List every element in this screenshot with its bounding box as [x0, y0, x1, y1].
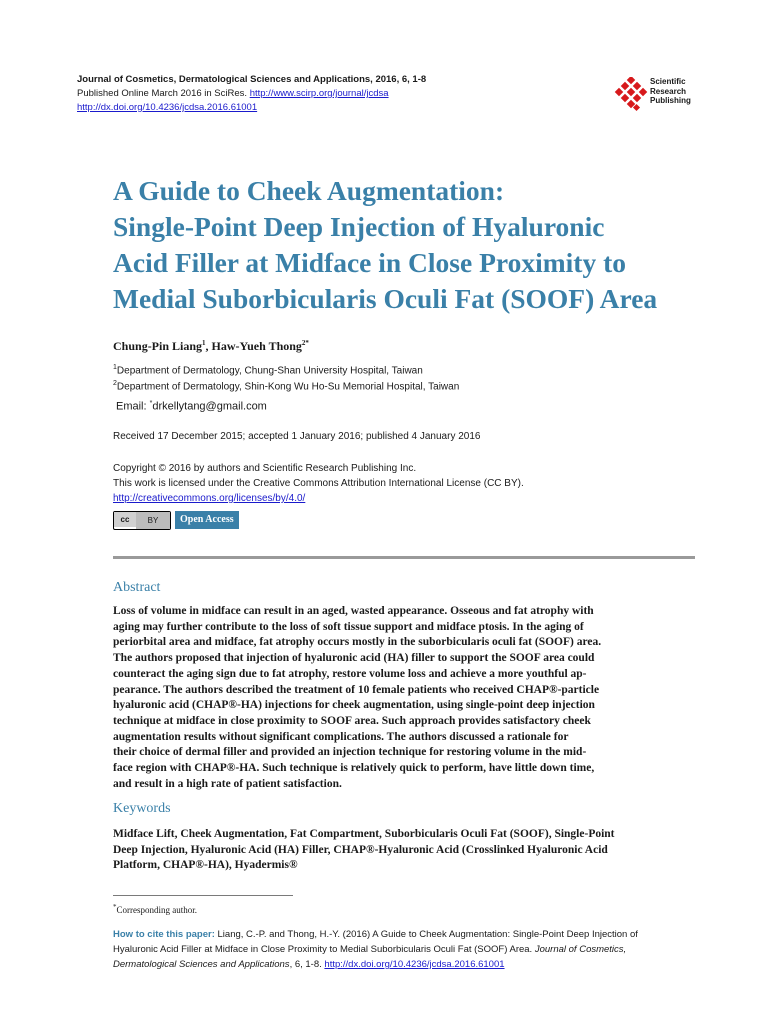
citation-journal-1: Journal of Cosmetics, [534, 944, 627, 955]
cc-by-badge[interactable] [113, 511, 171, 530]
footnote-sup: * [113, 903, 117, 911]
title-line: Acid Filler at Midface in Close Proximity to [113, 247, 626, 278]
abstract-line: aging may further contribute to the loss of soft tissue support and midface ptosis. In the aging of [113, 620, 584, 633]
affiliation-1-sup: 1 [113, 364, 117, 371]
abstract-line: periorbital area and midface, fat atrophy occurs mostly in the suborbicularis oculi fat (SOOF) area. [113, 636, 602, 649]
authors [113, 339, 309, 354]
email-sup: * [149, 400, 153, 407]
open-access-badge: Open Access [175, 511, 239, 529]
logo-text [650, 77, 691, 106]
doi-link[interactable]: http://dx.doi.org/10.4236/jcdsa.2016.61001 [77, 102, 258, 113]
citation-journal-2: Dermatological Sciences and Applications [113, 959, 290, 970]
abstract-line: and result in a high rate of patient satisfaction. [113, 777, 342, 790]
published-line [77, 87, 389, 101]
keywords-heading: Keywords [113, 801, 171, 816]
affiliation-2 [113, 377, 459, 394]
email-address: drkellytang@gmail.com [152, 400, 267, 413]
email-label: Email: [116, 400, 150, 413]
abstract-line: counteract the aging sign due to fat atrophy, restore volume loss and achieve a more youthful ap- [113, 667, 587, 680]
citation-line-3 [113, 957, 698, 972]
doi-line [77, 101, 257, 115]
citation-block [113, 927, 698, 972]
footnote [113, 903, 197, 915]
affiliation-1 [113, 361, 423, 378]
citation-doi-link[interactable]: http://dx.doi.org/10.4236/jcdsa.2016.61001 [324, 959, 505, 970]
citation-volume: , 6, 1-8. [289, 959, 325, 970]
footnote-text: Corresponding author. [116, 905, 197, 915]
abstract-line: hyaluronic acid (CHAP®-HA) injections for cheek augmentation, using single-point deep injection [113, 699, 595, 712]
citation-line-2 [113, 942, 698, 957]
keywords-body [113, 827, 696, 874]
abstract-body [113, 604, 696, 792]
abstract-line: technique at midface in close proximity to SOOF area. Such approach provides satisfactory cheek [113, 714, 591, 727]
citation-line-1-text: Liang, C.-P. and Thong, H.-Y. (2016) A Guide to Cheek Augmentation: Single-Point Deep Injection of [214, 929, 638, 940]
citation-line-1 [113, 927, 698, 942]
abstract-line: face region with CHAP®-HA. Such technique is relatively quick to perform, have little down time, [113, 762, 595, 775]
author-1-sup: 1 [202, 339, 206, 347]
keywords-line: Platform, CHAP®-HA), Hyadermis® [113, 859, 298, 872]
author-2-sup: 2* [301, 339, 309, 347]
by-icon: BY [136, 512, 170, 529]
affiliation-2-sup: 2 [113, 380, 117, 387]
author-1: Chung-Pin Liang [113, 339, 203, 353]
affiliation-2-text: Department of Dermatology, Shin-Kong Wu Ho-Su Memorial Hospital, Taiwan [116, 381, 460, 393]
journal-line: Journal of Cosmetics, Dermatological Sciences and Applications, 2016, 6, 1-8 [77, 74, 427, 85]
abstract-heading: Abstract [113, 580, 161, 595]
keywords-line: Deep Injection, Hyaluronic Acid (HA) Filler, CHAP®-Hyaluronic Acid (Crosslinked Hyaluronic Acid [113, 843, 608, 856]
author-2: Haw-Yueh Thong [211, 339, 302, 353]
scirp-logo [614, 77, 749, 113]
logo-line3: Publishing [650, 96, 691, 105]
logo-line1: Scientific [650, 77, 686, 86]
author-separator: , [205, 339, 212, 353]
affiliation-1-text: Department of Dermatology, Chung-Shan University Hospital, Taiwan [116, 365, 423, 377]
logo-line2: Research [650, 86, 687, 96]
paper-title [113, 173, 713, 317]
journal-url-link[interactable]: http://www.scirp.org/journal/jcdsa [249, 88, 389, 99]
cc-icon: cc [114, 512, 136, 527]
title-line: A Guide to Cheek Augmentation: [113, 175, 505, 206]
license-line [113, 492, 305, 507]
section-divider [113, 556, 695, 559]
abstract-line: pearance. The authors described the treatment of 10 female patients who received CHAP®-particle [113, 683, 600, 696]
abstract-line: The authors proposed that injection of hyaluronic acid (HA) filler to support the SOOF area could [113, 652, 595, 665]
email-line [116, 397, 267, 414]
journal-header [77, 73, 426, 87]
abstract-line: their choice of dermal filler and provided an injection technique for restoring volume in the mid- [113, 746, 587, 759]
abstract-line: Loss of volume in midface can result in an aged, wasted appearance. Osseous and fat atrophy with [113, 605, 594, 617]
footnote-divider [113, 895, 293, 896]
copyright-line-1: Copyright © 2016 by authors and Scientific Research Publishing Inc. [113, 463, 417, 474]
copyright-line-2: This work is licensed under the Creative Commons Attribution International License (CC BY). [113, 478, 524, 489]
title-line: Single-Point Deep Injection of Hyaluronic [113, 211, 605, 242]
abstract-line: augmentation results without significant complications. The authors discussed a rationale for [113, 730, 569, 743]
scirp-logo-icon [614, 77, 648, 113]
citation-label: How to cite this paper: [113, 929, 215, 940]
published-text: Published Online March 2016 in SciRes. [77, 88, 248, 99]
keywords-line: Midface Lift, Cheek Augmentation, Fat Compartment, Suborbicularis Oculi Fat (SOOF), Single-Point [113, 828, 615, 840]
dates-line: Received 17 December 2015; accepted 1 January 2016; published 4 January 2016 [113, 431, 481, 442]
citation-line-2-text: Hyaluronic Acid Filler at Midface in Close Proximity to Medial Suborbicularis Oculi Fat (SOOF) Area. [113, 944, 535, 955]
title-line: Medial Suborbicularis Oculi Fat (SOOF) Area [113, 283, 658, 314]
license-link[interactable]: http://creativecommons.org/licenses/by/4.0/ [113, 493, 306, 504]
